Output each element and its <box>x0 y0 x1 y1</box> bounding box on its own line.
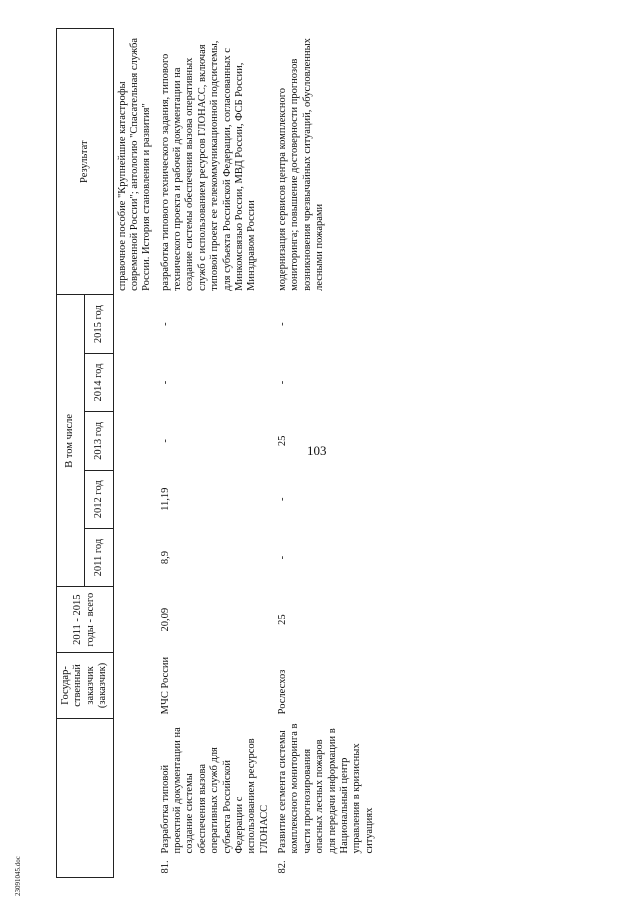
page-number: 103 <box>307 443 327 458</box>
row-customer <box>113 653 157 719</box>
row-name-cell <box>113 718 157 877</box>
row-2011: 8,9 <box>159 551 171 565</box>
row-number: 82. <box>277 860 288 874</box>
row-total: 25 <box>277 614 288 625</box>
footer-filename: 23091045.doc <box>14 856 22 896</box>
row-2015: - <box>159 322 171 326</box>
header-result: Результат <box>57 29 114 295</box>
row-name-cell <box>157 718 274 877</box>
row-2015 <box>113 295 157 353</box>
table-row <box>113 29 157 878</box>
row-name: Развитие сегмента системы комплексного мониторинга в части прогнозирования опасных лесных пожаров для передачи информации в Национальный центр управления в кризисных ситуациях <box>277 723 375 854</box>
row-2013 <box>113 412 157 470</box>
row-name-cell <box>274 718 379 877</box>
row-total: 20,09 <box>159 607 171 632</box>
program-table <box>56 28 379 878</box>
row-result: модернизация сервисов центра комплексного мониторинга; повышение достоверности прогнозов возникновения чрезвычайных ситуаций, обусловленных лесными пожарами <box>277 38 326 291</box>
row-2012: 11,19 <box>159 487 171 511</box>
header-total: 2011 - 2015 годы - всего <box>57 587 114 653</box>
header-year-2012: 2012 год <box>85 470 113 528</box>
row-2011: - <box>277 555 288 560</box>
row-2015: - <box>277 322 288 326</box>
row-2012 <box>113 470 157 528</box>
row-result: справочное пособие "Крупнейшие катастрофы современной России"; антологию "Спасательная служба России. История становления и развития" <box>116 38 153 291</box>
header-year-2013: 2013 год <box>85 412 113 470</box>
row-customer: Рослесхоз <box>277 669 288 715</box>
table-row <box>274 29 379 878</box>
header-including: В том числе <box>57 295 85 587</box>
row-2013: 25 <box>277 435 288 447</box>
row-number: 81. <box>159 860 171 874</box>
row-2011 <box>113 528 157 586</box>
header-name-column <box>57 718 114 877</box>
header-year-2011: 2011 год <box>85 528 113 586</box>
row-name: Разработка типовой проектной документации на создание системы обеспечения вызова оперативных служб для субъекта Российской Федерации с использованием ресурсов ГЛОНАСС <box>159 727 270 854</box>
row-customer: МЧС России <box>159 656 171 715</box>
rotated-table-container <box>56 28 574 878</box>
table-row <box>157 29 274 878</box>
row-2012: - <box>277 497 288 501</box>
header-year-2015: 2015 год <box>85 295 113 353</box>
row-total <box>113 587 157 653</box>
row-2014 <box>113 353 157 411</box>
row-result: разработка типового технического задания, типового технического проекта и рабочей документации на создание системы обеспечения вызова оперативных служб с использованием ресурсов ГЛОНАСС, включая типовой проект ее телекоммуникационной подсистемы, для субъекта Российской Федерации, согласованных с Минкомсвязью России, МВД России, ФСБ России, Минздравом России <box>159 40 258 291</box>
row-2013: - <box>159 439 171 443</box>
header-customer: Государ-ственный заказчик (заказчик) <box>57 653 114 719</box>
row-2014: - <box>277 380 288 385</box>
header-year-2014: 2014 год <box>85 353 113 411</box>
row-2014: - <box>159 380 171 385</box>
